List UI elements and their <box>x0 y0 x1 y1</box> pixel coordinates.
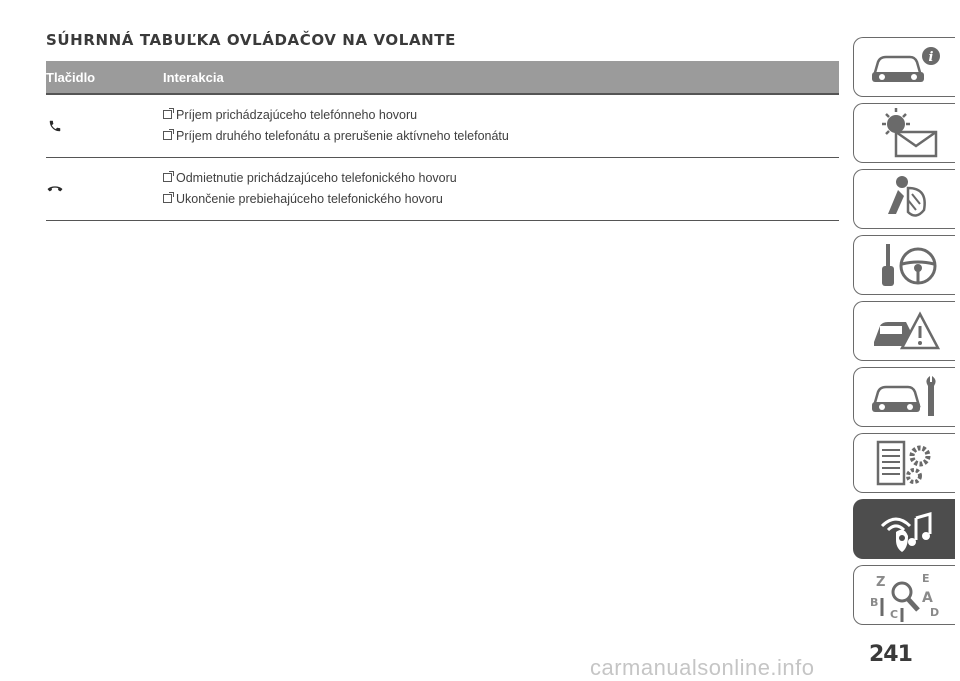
car-maintenance-icon <box>868 372 942 422</box>
index-search-icon <box>868 568 942 622</box>
button-cell <box>46 95 163 157</box>
phone-hangup-icon <box>47 184 63 194</box>
interaction-cell <box>163 158 839 220</box>
button-cell <box>46 158 163 220</box>
multimedia-icon <box>868 504 942 554</box>
tab-technical-data[interactable] <box>853 433 955 493</box>
checkbox-bullet-icon <box>163 110 172 119</box>
list-item: Ukončenie prebiehajúceho telefonického hovoru <box>163 192 839 205</box>
tab-index[interactable] <box>853 565 955 625</box>
table-row <box>46 158 839 221</box>
list-item: Odmietnutie prichádzajúceho telefonického hovoru <box>163 171 839 184</box>
controls-table <box>46 61 839 221</box>
svg-text:E: E <box>921 572 930 585</box>
warning-lights-icon <box>868 108 942 158</box>
checkbox-bullet-icon <box>163 131 172 140</box>
column-header-button: Tlačidlo <box>46 69 96 85</box>
tab-maintenance[interactable] <box>853 367 955 427</box>
svg-text:C: C <box>889 608 898 621</box>
svg-text:D: D <box>929 606 939 619</box>
seat-airbag-icon <box>868 174 942 224</box>
phone-answer-icon <box>48 119 62 133</box>
watermark: carmanualsonline.info <box>590 655 815 680</box>
svg-text:i: i <box>928 50 933 65</box>
tab-emergency[interactable] <box>853 301 955 361</box>
interaction-cell <box>163 95 839 157</box>
svg-text:Z: Z <box>875 575 885 590</box>
column-header-interaction: Interakcia <box>163 69 224 85</box>
list-item: Príjem prichádzajúceho telefónneho hovoru <box>163 108 839 121</box>
table-header <box>46 61 839 95</box>
key-steering-wheel-icon <box>868 240 942 290</box>
tab-starting-driving[interactable] <box>853 235 955 295</box>
page-title: SÚHRNNÁ TABUĽKA OVLÁDAČOV NA VOLANTE <box>46 31 456 49</box>
checkbox-bullet-icon <box>163 194 172 203</box>
tab-safety[interactable] <box>853 169 955 229</box>
technical-data-icon <box>868 438 942 488</box>
tab-car-info[interactable] <box>853 37 955 97</box>
list-item: Príjem druhého telefonátu a prerušenie aktívneho telefonátu <box>163 129 839 142</box>
car-crash-warning-icon <box>868 306 942 356</box>
svg-text:A: A <box>921 590 933 606</box>
tab-warning-lights[interactable] <box>853 103 955 163</box>
page-number: 241 <box>869 642 912 667</box>
table-row <box>46 95 839 158</box>
checkbox-bullet-icon <box>163 173 172 182</box>
svg-text:B: B <box>869 596 878 609</box>
tab-multimedia[interactable] <box>853 499 955 559</box>
car-info-icon <box>868 46 942 88</box>
